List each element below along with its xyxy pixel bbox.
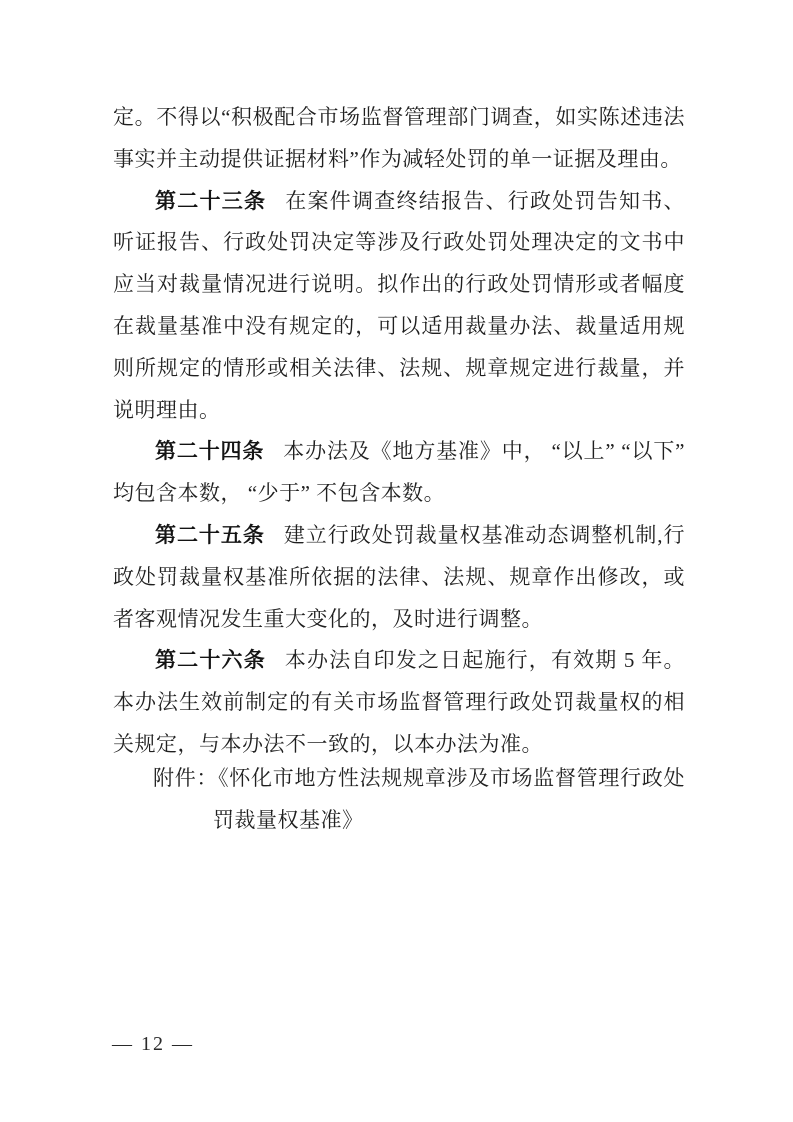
article-26-number: 第二十六条: [155, 648, 266, 673]
article-24-text: 本办法及《地方基准》中， “以上” “以下”均包含本数， “少于” 不包含本数。: [113, 439, 685, 506]
article-23-text: 在案件调查终结报告、行政处罚告知书、听证报告、行政处罚决定等涉及行政处罚处理决定的文书中应当对裁量情况进行说明。拟作出的行政处罚情形或者幅度在裁量基准中没有规定的，可以适用裁量办法、裁量适用规则所规定的情形或相关法律、法规、规章规定进行裁量，并说明理由。: [113, 188, 685, 422]
article-23-paragraph: [113, 181, 685, 432]
article-26-paragraph: [113, 640, 685, 765]
article-25-number: 第二十五条: [155, 522, 265, 547]
document-body: [113, 97, 685, 766]
attachment-title: 《怀化市地方性法规规章涉及市场监督管理行政处罚裁量权基准》: [213, 766, 685, 832]
paragraph-continuation: 定。不得以“积极配合市场监督管理部门调查，如实陈述违法事实并主动提供证据材料”作为减轻处罚的单一证据及理由。: [113, 105, 685, 171]
article-25-paragraph: [113, 515, 685, 640]
article-23-number: 第二十三条: [155, 188, 267, 213]
attachment-label: 附件：: [153, 766, 219, 790]
article-24-paragraph: [113, 431, 685, 515]
article-25-text: 建立行政处罚裁量权基准动态调整机制,行政处罚裁量权基准所依据的法律、法规、规章作出修改，或者客观情况发生重大变化的，及时进行调整。: [113, 522, 686, 631]
page-number: — 12 —: [112, 1033, 194, 1055]
attachment-note: [113, 758, 685, 842]
article-26-text: 本办法自印发之日起施行，有效期 5 年。本办法生效前制定的有关市场监督管理行政处罚裁量权的相关规定，与本办法不一致的，以本办法为准。: [113, 648, 686, 756]
article-24-number: 第二十四条: [155, 439, 265, 464]
